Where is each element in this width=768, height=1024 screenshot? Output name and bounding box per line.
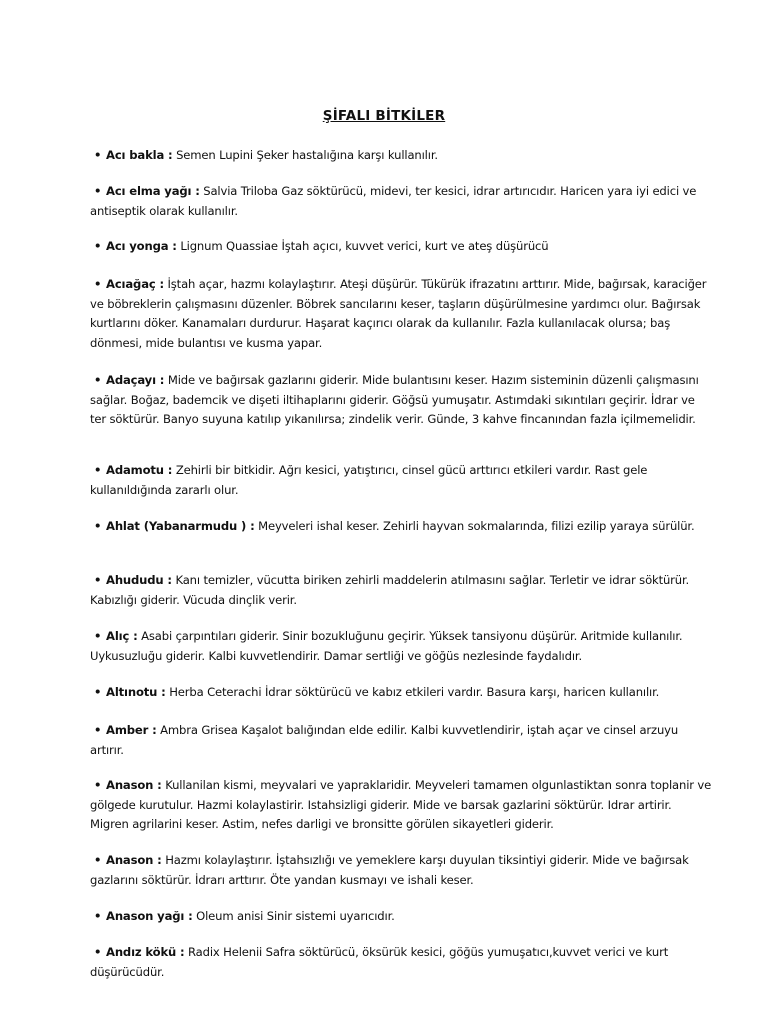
entry-term: Anason yağı :: [106, 909, 193, 923]
entry-item: [90, 146, 712, 166]
entry-description: Kullanilan kismi, meyvalari ve yapraklaridir. Meyveleri tamamen olgunlastiktan sonra toplanir ve gölgede kurutulur. Hazmi kolaylastirir. Istahsizligi giderir. Mide ve barsak gazlarini söktürür. Idrar artirir. Migren agrilarini keser. Astim, nefes darligi ve bronsitte görülen sikayetleri giderir.: [90, 778, 712, 832]
entry-item: [90, 182, 712, 221]
bullet-icon: •: [94, 945, 102, 959]
entry-description: Oleum anisi Sinir sistemi uyarıcıdır.: [196, 909, 395, 923]
entry-term: Ahududu :: [106, 573, 172, 587]
bullet-icon: •: [94, 909, 102, 923]
entry-item: [90, 571, 712, 610]
entry-item: [90, 275, 712, 353]
entry-description: Semen Lupini Şeker hastalığına karşı kullanılır.: [176, 148, 438, 162]
entry-description: İştah açar, hazmı kolaylaştırır. Ateşi düşürür. Tükürük ifrazatını arttırır. Mide, bağırsak, karaciğer ve böbreklerin çalışmasını düzenler. Böbrek sancılarını keser, taşların düşürülmesine yardımcı olur. Bağırsak kurtlarını döker. Kanamaları durdurur. Haşarat kaçırıcı olarak da kullanılır. Fazla kullanılacak olursa; baş dönmesi, mide bulantısı ve kusma yapar.: [90, 277, 707, 350]
entry-item: [90, 517, 712, 537]
bullet-icon: •: [94, 184, 102, 198]
bullet-icon: •: [94, 723, 102, 737]
entry-description: Kanı temizler, vücutta biriken zehirli maddelerin atılmasını sağlar. Terletir ve idrar söktürür. Kabızlığı giderir. Vücuda dinçlik verir.: [90, 573, 690, 607]
bullet-icon: •: [94, 778, 102, 792]
entry-description: Hazmı kolaylaştırır. İştahsızlığı ve yemeklere karşı duyulan tiksintiyi giderir. Mide ve bağırsak gazlarını söktürür. İdrarı arttırır. Öte yandan kusmayı ve ishali keser.: [90, 853, 689, 887]
bullet-icon: •: [94, 573, 102, 587]
document-title: ŞİFALI BİTKİLER: [322, 108, 446, 124]
entry-item: [90, 627, 712, 666]
entry-description: Ambra Grisea Kaşalot balığından elde edilir. Kalbi kuvvetlendirir, iştah açar ve cinsel arzuyu artırır.: [90, 723, 679, 757]
entry-item: [90, 683, 712, 703]
entry-term: Acı yonga :: [106, 239, 177, 253]
bullet-icon: •: [94, 463, 102, 477]
entry-term: Acı elma yağı :: [106, 184, 200, 198]
entry-description: Herba Ceterachi İdrar söktürücü ve kabız etkileri vardır. Basura karşı, haricen kullanılır.: [169, 685, 660, 699]
bullet-icon: •: [94, 148, 102, 162]
entry-item: [90, 907, 712, 927]
entry-term: Ahlat (Yabanarmudu ) :: [106, 519, 255, 533]
entry-description: Asabi çarpıntıları giderir. Sinir bozukluğunu geçirir. Yüksek tansiyonu düşürür. Aritmide kullanılır. Uykusuzluğu giderir. Kalbi kuvvetlendirir. Damar sertliği ve göğüs nezlesinde faydalıdır.: [90, 629, 683, 663]
entry-item: [90, 943, 712, 982]
entry-term: Adamotu :: [106, 463, 173, 477]
bullet-icon: •: [94, 685, 102, 699]
entry-term: Anason :: [106, 778, 162, 792]
bullet-icon: •: [94, 373, 102, 387]
entry-term: Acıağaç :: [106, 277, 164, 291]
entry-description: Radix Helenii Safra söktürücü, öksürük kesici, göğüs yumuşatıcı,kuvvet verici ve kurt düşürücüdür.: [90, 945, 669, 979]
entry-description: Salvia Triloba Gaz söktürücü, midevi, ter kesici, idrar artırıcıdır. Haricen yara iyi edici ve antiseptik olarak kullanılır.: [90, 184, 697, 218]
bullet-icon: •: [94, 629, 102, 643]
entry-item: [90, 851, 712, 890]
entry-description: Meyveleri ishal keser. Zehirli hayvan sokmalarında, filizi ezilip yaraya sürülür.: [258, 519, 695, 533]
entry-term: Adaçayı :: [106, 373, 165, 387]
bullet-icon: •: [94, 277, 102, 291]
entry-term: Acı bakla :: [106, 148, 173, 162]
entry-description: Zehirli bir bitkidir. Ağrı kesici, yatıştırıcı, cinsel gücü arttırıcı etkileri vardır. Rast gele kullanıldığında zararlı olur.: [90, 463, 648, 497]
entry-term: Altınotu :: [106, 685, 166, 699]
bullet-icon: •: [94, 853, 102, 867]
entry-description: Mide ve bağırsak gazlarını giderir. Mide bulantısını keser. Hazım sisteminin düzenli çalışmasını sağlar. Boğaz, bademcik ve dişeti iltihaplarını giderir. Göğsü yumuşatır. Astımdaki sıkıntıları geçirir. İdrar ve ter söktürür. Banyo suyuna katılıp yıkanılırsa; zindelik verir. Günde, 3 kahve fincanından fazla içilmemelidir.: [90, 373, 699, 427]
entry-term: Andız kökü :: [106, 945, 185, 959]
entry-term: Anason :: [106, 853, 162, 867]
entry-item: [90, 237, 712, 257]
entry-description: Lignum Quassiae İştah açıcı, kuvvet verici, kurt ve ateş düşürücü: [180, 239, 549, 253]
bullet-icon: •: [94, 519, 102, 533]
entry-item: [90, 721, 712, 760]
entry-item: [90, 461, 712, 500]
entry-item: [90, 776, 712, 835]
bullet-icon: •: [94, 239, 102, 253]
entry-term: Amber :: [106, 723, 157, 737]
entry-item: [90, 371, 712, 430]
entry-term: Alıç :: [106, 629, 138, 643]
